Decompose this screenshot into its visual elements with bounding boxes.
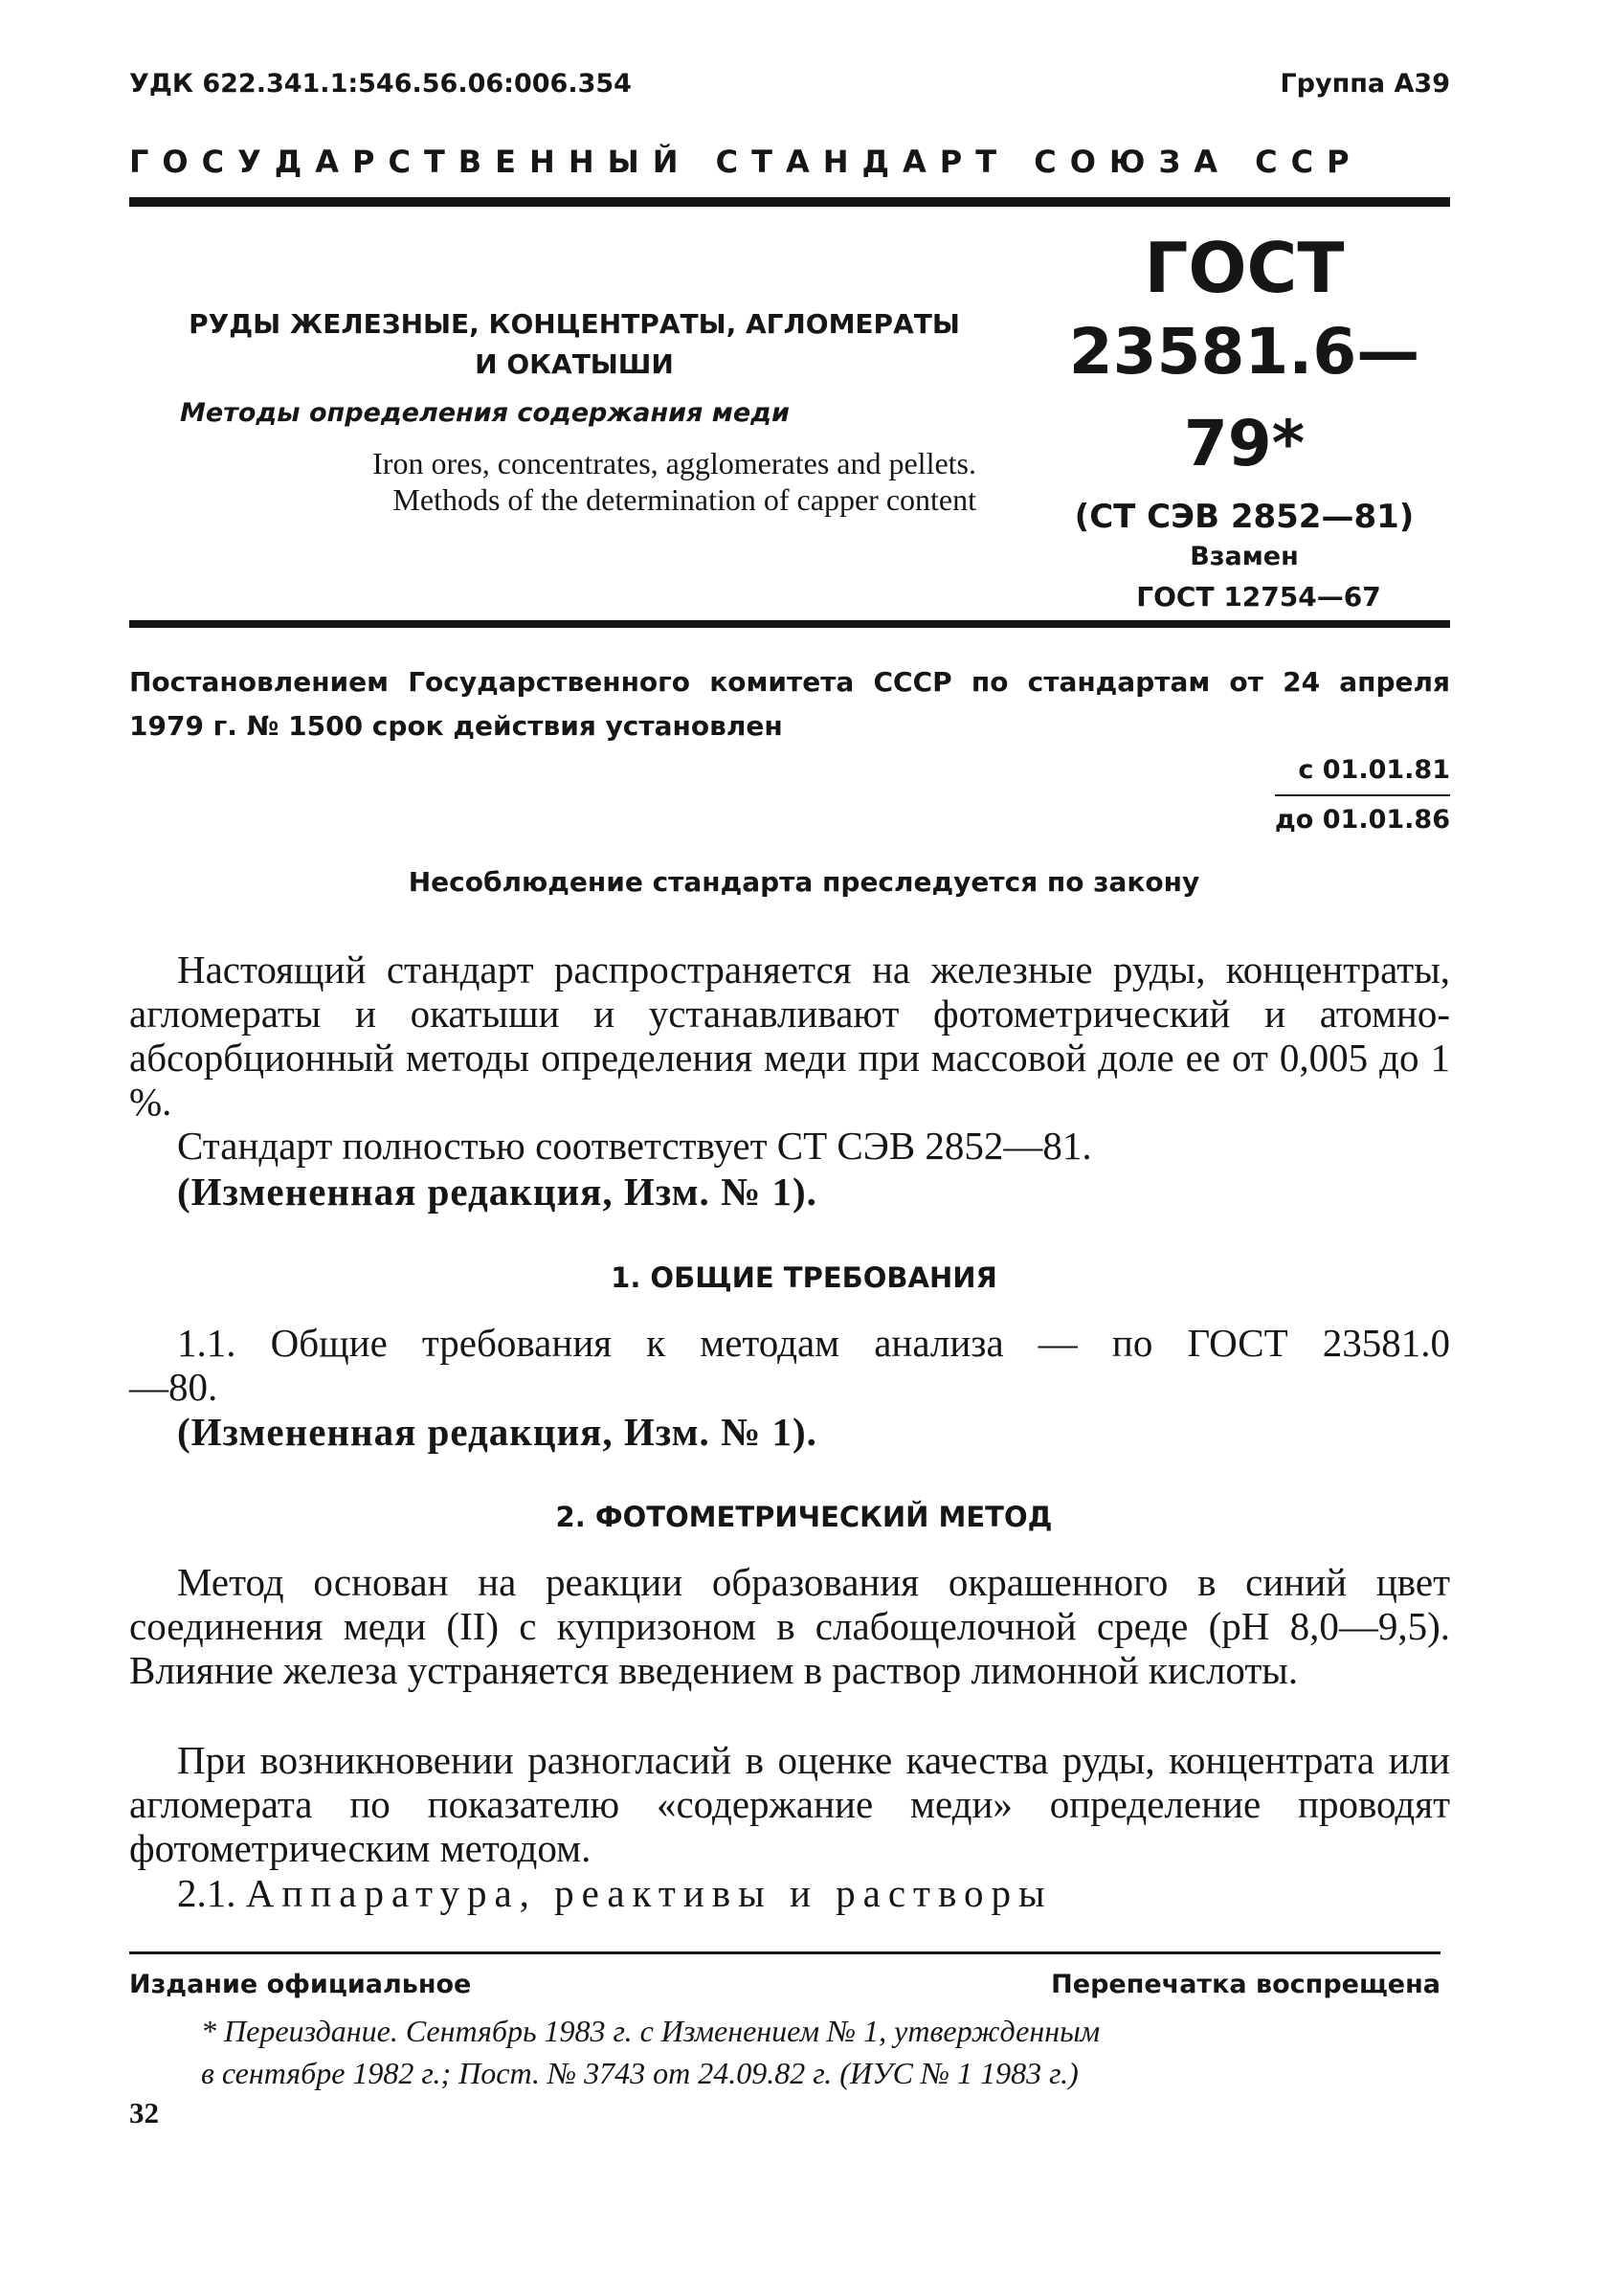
- udk-code: УДК 622.341.1:546.56.06:006.354: [129, 69, 632, 99]
- reissue-note: [201, 2010, 1445, 2094]
- gost-instead: Взамен: [1190, 542, 1299, 571]
- gost-cev: (СТ СЭВ 2852—81): [1074, 498, 1415, 536]
- date-from: с 01.01.81: [1298, 755, 1450, 785]
- reissue-note-line1: * Переиздание. Сентябрь 1983 г. с Изменением № 1, утвержденным: [201, 2014, 1101, 2048]
- footer-rule: [129, 1951, 1440, 1954]
- gost-block: [1029, 230, 1460, 613]
- reprint-prohibited: Перепечатка воспрещена: [1051, 1970, 1440, 1999]
- intro-paragraph-2: Стандарт полностью соответствует СТ СЭВ 2852—81.: [177, 1124, 1092, 1168]
- group-code: Группа А39: [1280, 69, 1450, 99]
- intro-paragraph-1: Настоящий стандарт распространяется на железные руды, концентраты, агломераты и окатыши и устанавливают фотометрический и атомно-абсорбционный методы определения меди при массовой доле ее от 0,005 до 1 %.: [129, 947, 1450, 1124]
- official-edition: Издание официальное: [129, 1970, 472, 1999]
- section2-subsection-21: [129, 1871, 1450, 1915]
- title-en-line1: Iron ores, concentrates, agglomerates and pellets.: [372, 446, 976, 480]
- subsection-number: 2.1.: [177, 1871, 236, 1915]
- title-ru-line2: И ОКАТЫШИ: [475, 348, 674, 380]
- gost-old: ГОСТ 12754—67: [1136, 581, 1381, 613]
- reissue-note-line2: в сентябре 1982 г.; Пост. № 3743 от 24.09.82 г. (ИУС № 1 1983 г.): [201, 2056, 1079, 2090]
- date-to: до 01.01.86: [1275, 794, 1450, 844]
- gost-number: 23581.6—79*: [1068, 315, 1420, 480]
- section2-paragraph-1: Метод основан на реакции образования окрашенного в синий цвет соединения меди (II) с купризоном в слабощелочной среде (рН 8,0—9,5). Влияние железа устраняется введением в раствор лимонной кислоты.: [129, 1560, 1450, 1692]
- section-rule: [129, 620, 1450, 628]
- resolution-text: Постановлением Государственного комитета СССР по стандартам от 24 апреля 1979 г. № 1500 срок действия установлен: [129, 666, 1450, 742]
- section1-heading: 1. ОБЩИЕ ТРЕБОВАНИЯ: [611, 1261, 997, 1294]
- section1-paragraph: 1.1. Общие требования к методам анализа — по ГОСТ 23581.0—80.: [129, 1321, 1450, 1409]
- title-en-line2: Methods of the determination of capper content: [392, 482, 976, 517]
- title-en: [163, 445, 986, 518]
- page-number: 32: [129, 2096, 159, 2129]
- gost-word: ГОСТ: [1144, 228, 1345, 308]
- law-notice: Несоблюдение стандарта преследуется по закону: [408, 866, 1200, 898]
- validity-dates: [1275, 747, 1450, 844]
- subsection-title: Аппаратура, реактивы и растворы: [245, 1871, 1053, 1915]
- section2-paragraph-2: При возникновении разногласий в оценке качества руды, концентрата или агломерата по показателю «содержание меди» определение проводят фотометрическим методом.: [129, 1738, 1450, 1870]
- section1-amendment: (Измененная редакция, Изм. № 1).: [177, 1410, 817, 1454]
- header-rule: [129, 197, 1450, 207]
- state-standard-title: ГОСУДАРСТВЕННЫЙ СТАНДАРТ СОЮЗА ССР: [129, 144, 1363, 180]
- title-block: [163, 304, 986, 518]
- title-ru-line1: РУДЫ ЖЕЛЕЗНЫЕ, КОНЦЕНТРАТЫ, АГЛОМЕРАТЫ: [189, 308, 960, 340]
- intro-amendment: (Измененная редакция, Изм. № 1).: [177, 1170, 817, 1214]
- title-ru-subtitle: Методы определения содержания меди: [180, 398, 790, 428]
- section2-heading: 2. ФОТОМЕТРИЧЕСКИЙ МЕТОД: [555, 1501, 1053, 1533]
